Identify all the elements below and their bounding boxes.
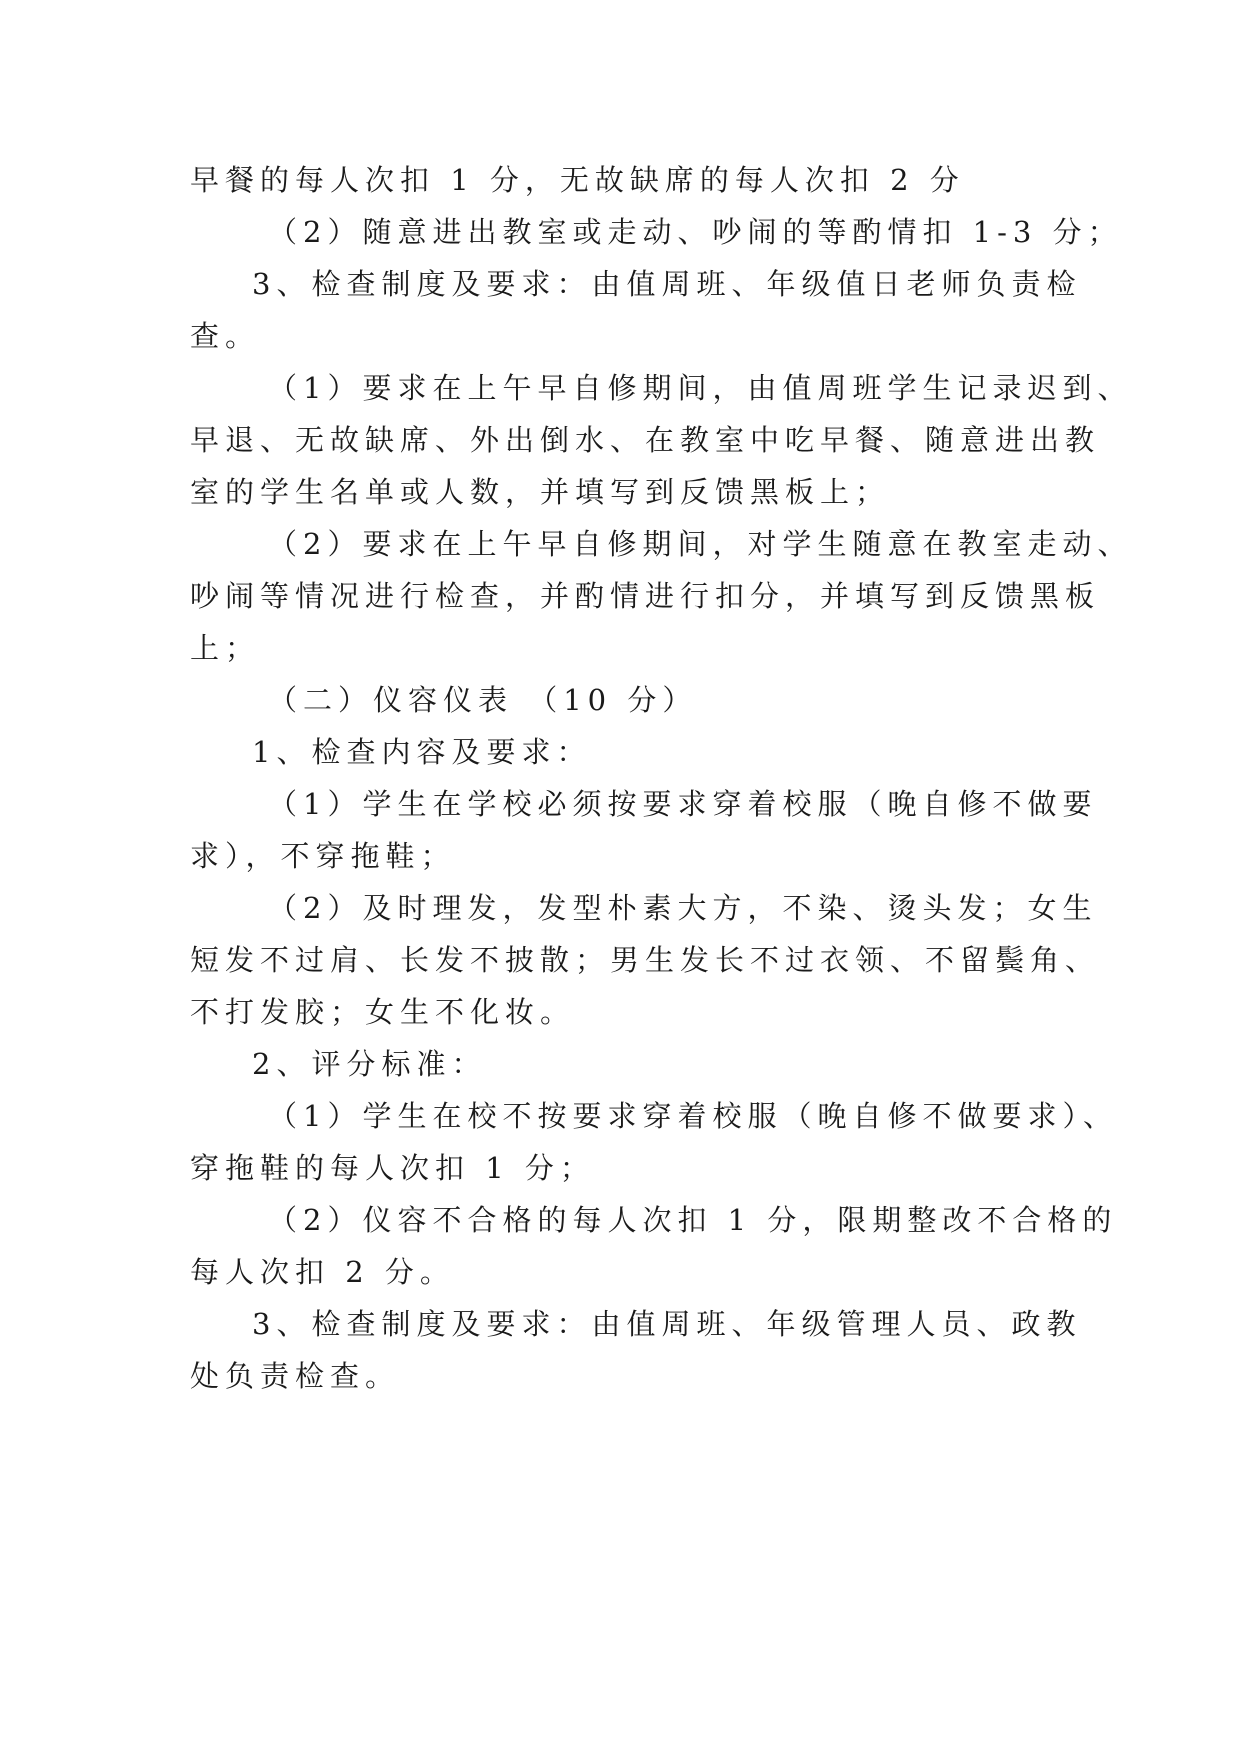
- text-line: 每人次扣 2 分。: [190, 1255, 455, 1289]
- text-line: 吵闹等情况进行检查，并酌情进行扣分，并填写到反馈黑板: [190, 579, 1101, 613]
- text-line: （2）要求在上午早自修期间，对学生随意在教室走动、: [268, 527, 1133, 561]
- text-line: （2）随意进出教室或走动、吵闹的等酌情扣 1-3 分；: [268, 215, 1123, 249]
- text-line: 查。: [190, 319, 261, 353]
- text-line: （1）学生在校不按要求穿着校服（晚自修不做要求）、: [268, 1099, 1118, 1133]
- text-line: 短发不过肩、长发不披散；男生发长不过衣领、不留鬓角、: [190, 943, 1101, 977]
- section-heading: （二）仪容仪表 （10 分）: [268, 683, 698, 717]
- text-line: 1、检查内容及要求：: [252, 735, 592, 769]
- text-line: 3、检查制度及要求：由值周班、年级管理人员、政教: [252, 1307, 1082, 1341]
- text-line: 2、评分标准：: [252, 1047, 487, 1081]
- text-line: 3、检查制度及要求：由值周班、年级值日老师负责检: [252, 267, 1082, 301]
- text-line: 早餐的每人次扣 1 分，无故缺席的每人次扣 2 分: [190, 163, 965, 197]
- text-line: （1）要求在上午早自修期间，由值周班学生记录迟到、: [268, 371, 1133, 405]
- text-line: 处负责检查。: [190, 1359, 401, 1393]
- text-line: 不打发胶；女生不化妆。: [190, 995, 576, 1029]
- text-line: 穿拖鞋的每人次扣 1 分；: [190, 1151, 595, 1185]
- text-line: 求），不穿拖鞋；: [190, 839, 456, 873]
- text-line: 室的学生名单或人数，并填写到反馈黑板上；: [190, 475, 891, 509]
- text-line: （1）学生在学校必须按要求穿着校服（晚自修不做要: [268, 787, 1098, 821]
- text-line: 早退、无故缺席、外出倒水、在教室中吃早餐、随意进出教: [190, 423, 1101, 457]
- text-line: 上；: [190, 631, 261, 665]
- text-line: （2）及时理发，发型朴素大方，不染、烫头发；女生: [268, 891, 1098, 925]
- text-line: （2）仪容不合格的每人次扣 1 分，限期整改不合格的: [268, 1203, 1118, 1237]
